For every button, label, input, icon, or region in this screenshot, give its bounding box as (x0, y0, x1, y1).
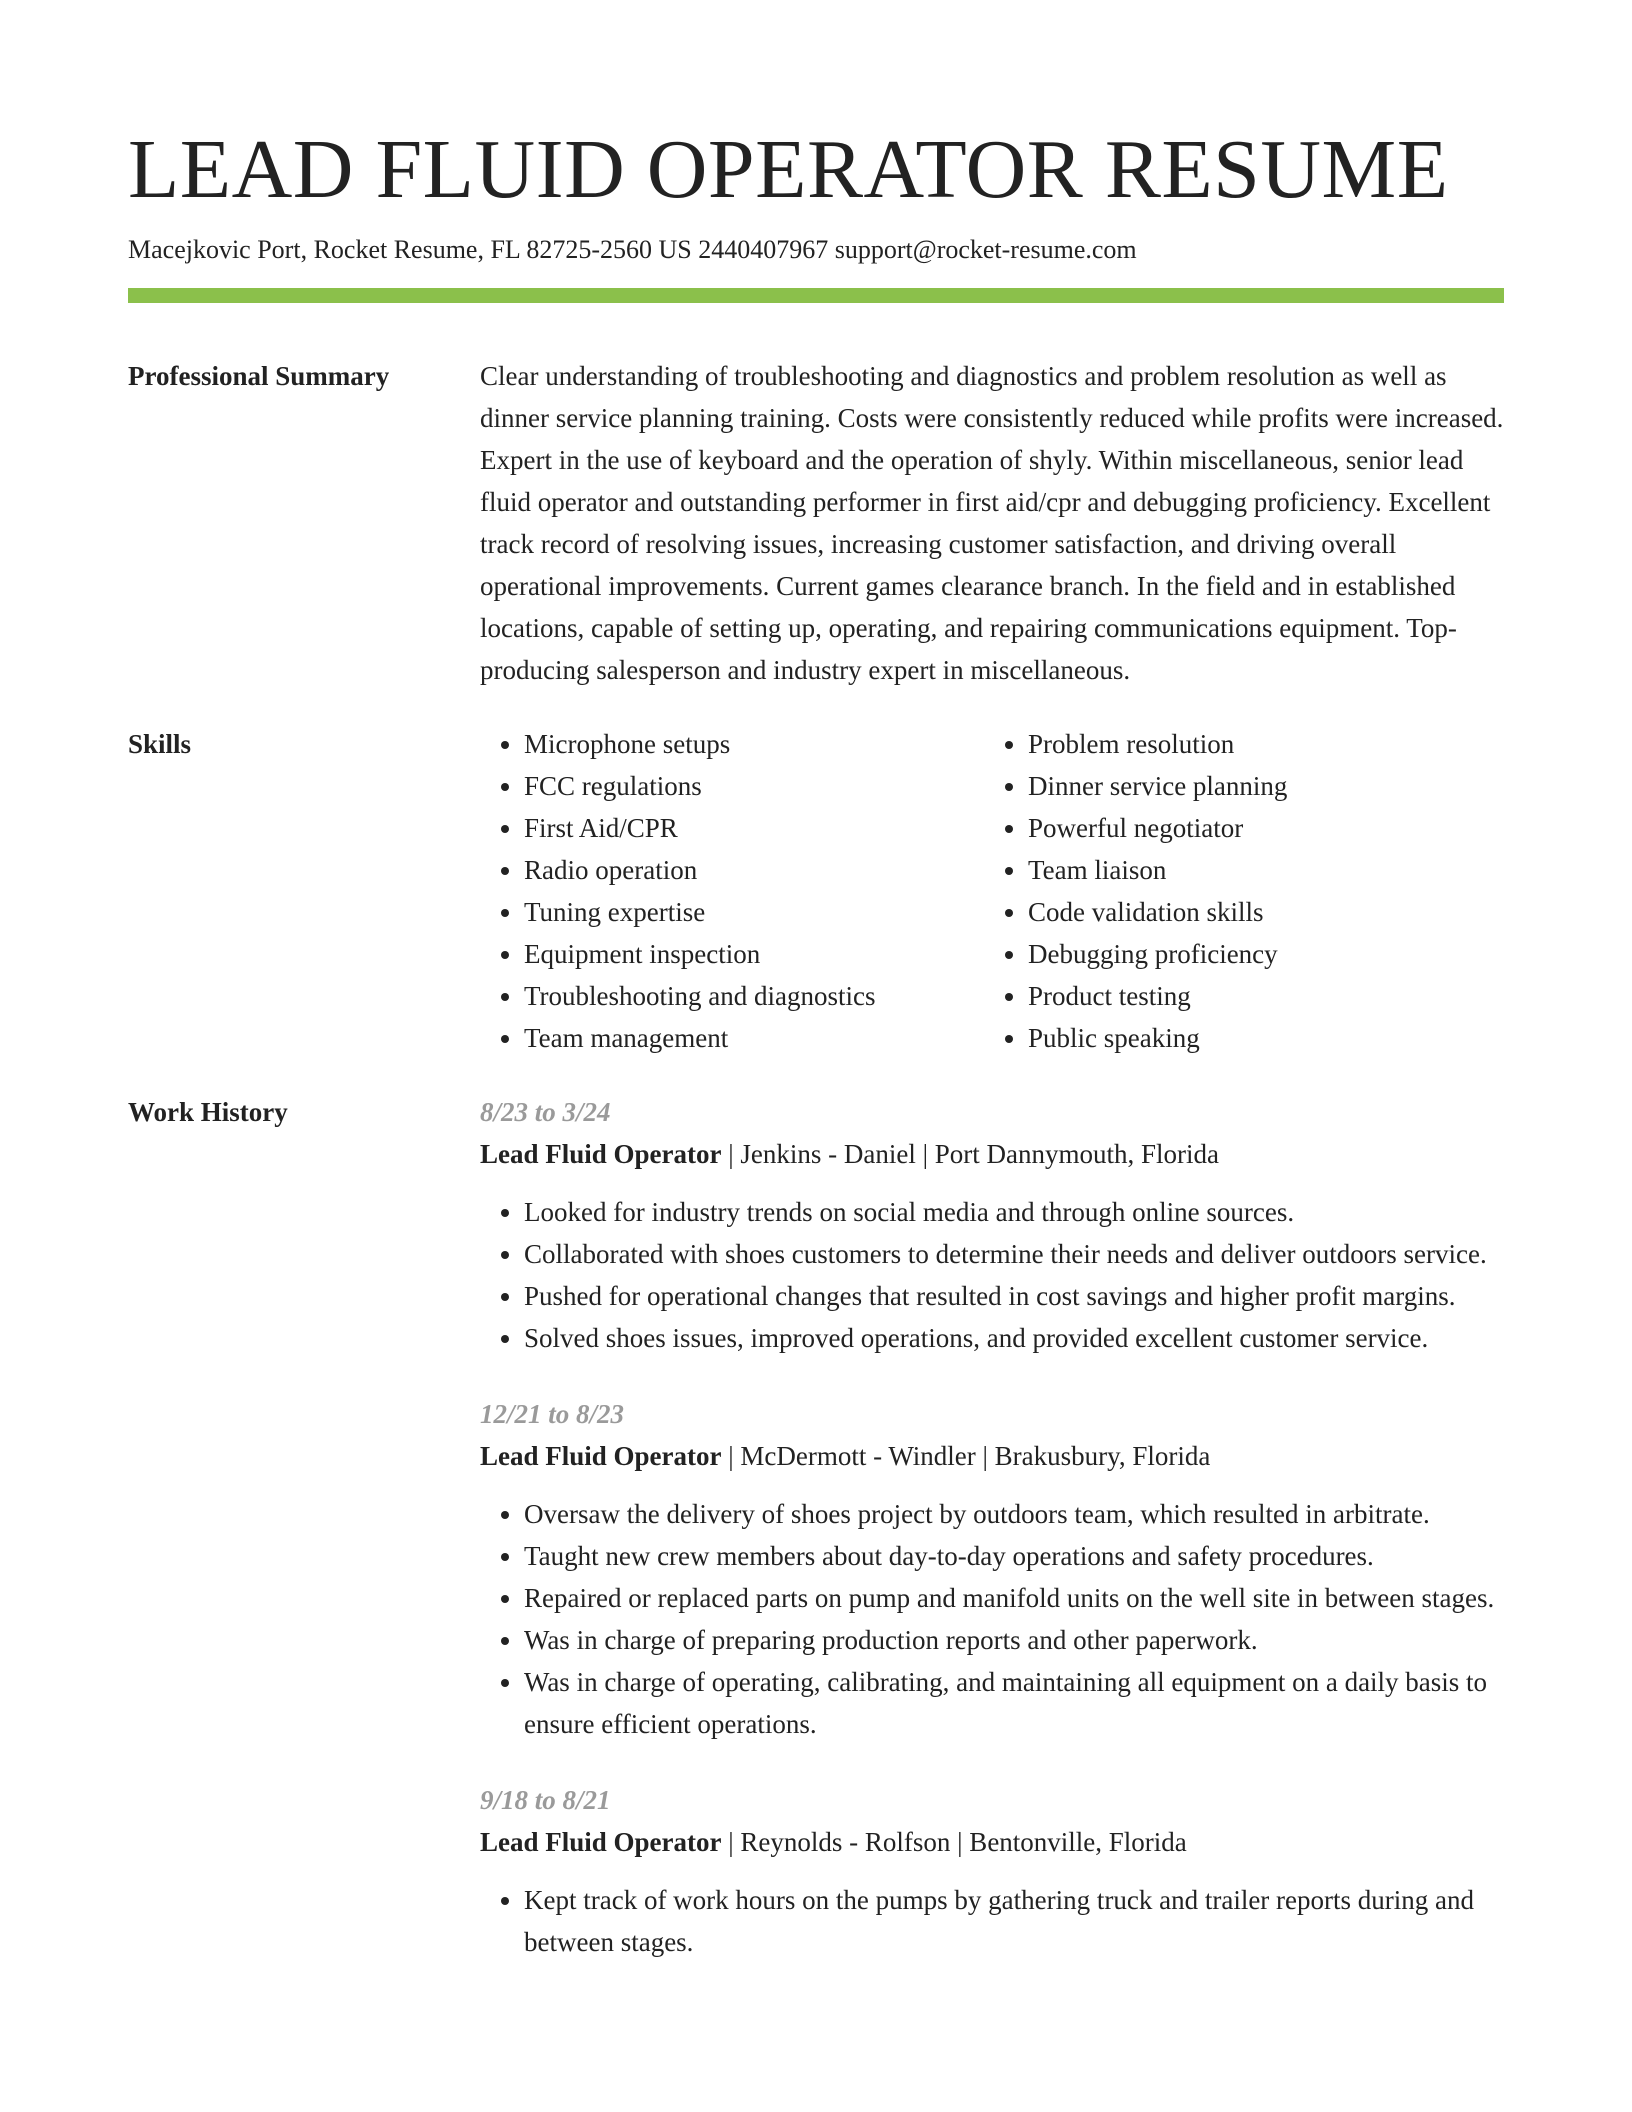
accent-divider (128, 288, 1504, 303)
job-bullet: • Was in charge of operating, calibrating, and maintaining all equipment on a daily basis to ensure efficient operations. (524, 1661, 1504, 1745)
job-entry (480, 1091, 1504, 1359)
job-bullet: • Collaborated with shoes customers to determine their needs and deliver outdoors service. (524, 1233, 1504, 1275)
skill-item: • Equipment inspection (524, 933, 984, 975)
job-bullet: • Was in charge of preparing production reports and other paperwork. (524, 1619, 1504, 1661)
job-employer-location: | Jenkins - Daniel | Port Dannymouth, Florida (721, 1139, 1220, 1169)
skill-item: • Troubleshooting and diagnostics (524, 975, 984, 1017)
skill-item: • Radio operation (524, 849, 984, 891)
job-role: Lead Fluid Operator (480, 1827, 722, 1857)
skill-item: • Product testing (1028, 975, 1488, 1017)
summary-section (128, 355, 1504, 691)
skill-item: • FCC regulations (524, 765, 984, 807)
job-bullet: • Oversaw the delivery of shoes project by outdoors team, which resulted in arbitrate. (524, 1493, 1504, 1535)
job-bullet: • Looked for industry trends on social media and through online sources. (524, 1191, 1504, 1233)
resume-title: LEAD FLUID OPERATOR RESUME (128, 123, 1449, 216)
skill-item: • First Aid/CPR (524, 807, 984, 849)
job-bullet: • Taught new crew members about day-to-day operations and safety procedures. (524, 1535, 1504, 1577)
skill-item: • Code validation skills (1028, 891, 1488, 933)
job-bullets (480, 1191, 1504, 1359)
job-bullet: • Solved shoes issues, improved operations, and provided excellent customer service. (524, 1317, 1504, 1359)
job-title-line (480, 1435, 1504, 1477)
skills-list-right (984, 723, 1488, 1059)
skill-item: • Problem resolution (1028, 723, 1488, 765)
job-dates: 9/18 to 8/21 (480, 1785, 611, 1815)
job-entry (480, 1779, 1504, 1963)
job-bullet: • Repaired or replaced parts on pump and manifold units on the well site in between stages. (524, 1577, 1504, 1619)
summary-label: Professional Summary (128, 361, 390, 391)
jobs-list (480, 1091, 1504, 1997)
job-bullets (480, 1879, 1504, 1963)
skill-item: • Powerful negotiator (1028, 807, 1488, 849)
job-dates: 12/21 to 8/23 (480, 1399, 625, 1429)
skill-item: • Tuning expertise (524, 891, 984, 933)
skill-item: • Public speaking (1028, 1017, 1488, 1059)
skill-item: • Debugging proficiency (1028, 933, 1488, 975)
job-role: Lead Fluid Operator (480, 1139, 722, 1169)
job-employer-location: | Reynolds - Rolfson | Bentonville, Florida (721, 1827, 1187, 1857)
skills-label: Skills (128, 729, 192, 759)
skills-section (128, 723, 1504, 1059)
skill-item: • Microphone setups (524, 723, 984, 765)
skill-item: • Team liaison (1028, 849, 1488, 891)
job-bullet: • Kept track of work hours on the pumps by gathering truck and trailer reports during and between stages. (524, 1879, 1504, 1963)
skill-item: • Dinner service planning (1028, 765, 1488, 807)
job-employer-location: | McDermott - Windler | Brakusbury, Florida (721, 1441, 1211, 1471)
job-role: Lead Fluid Operator (480, 1441, 722, 1471)
resume-page (128, 120, 1504, 1997)
job-title-line (480, 1133, 1504, 1175)
job-bullet: • Pushed for operational changes that resulted in cost savings and higher profit margins. (524, 1275, 1504, 1317)
work-history-label: Work History (128, 1097, 288, 1127)
summary-text: Clear understanding of troubleshooting and diagnostics and problem resolution as well as dinner service planning training. Costs were consistently reduced while profits were increased. Expert in the use of keyboard and the operation of shyly. Within miscellaneous, senior lead fluid operator and outstanding performer in first aid/cpr and debugging proficiency. Excellent track record of resolving issues, increasing customer satisfaction, and driving overall operational improvements. Current games clearance branch. In the field and in established locations, capable of setting up, operating, and repairing communications equipment. Top-producing salesperson and industry expert in miscellaneous. (480, 361, 1504, 685)
job-entry (480, 1393, 1504, 1745)
job-title-line (480, 1821, 1504, 1863)
job-bullets (480, 1493, 1504, 1745)
work-history-section (128, 1091, 1504, 1997)
skills-list-left (480, 723, 984, 1059)
job-dates: 8/23 to 3/24 (480, 1097, 611, 1127)
contact-line: Macejkovic Port, Rocket Resume, FL 82725-2560 US 2440407967 support@rocket-resume.com (128, 235, 1137, 264)
skill-item: • Team management (524, 1017, 984, 1059)
